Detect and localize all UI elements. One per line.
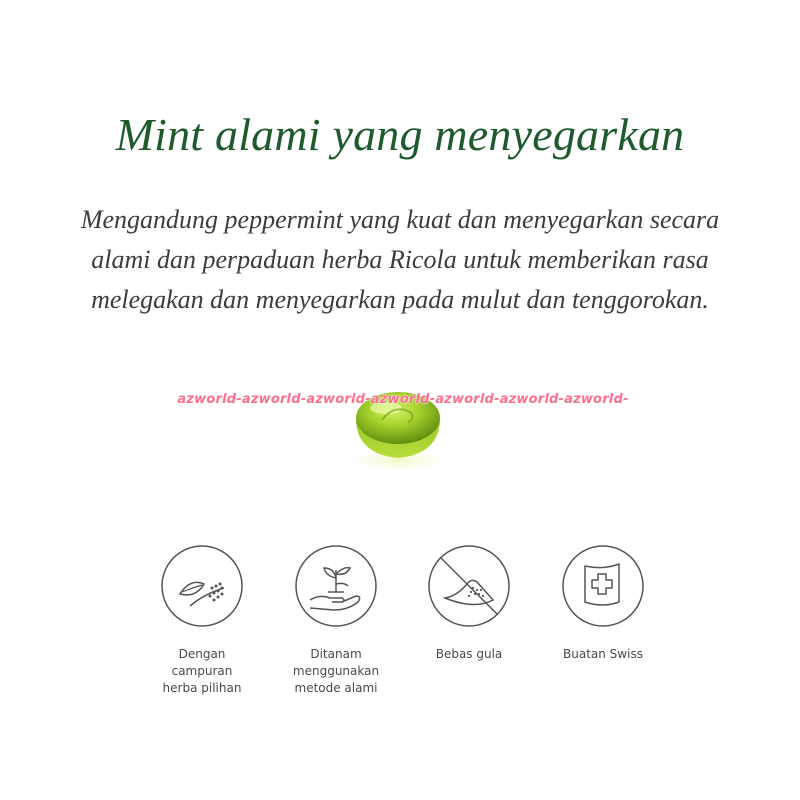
feature-sugar-free	[403, 544, 535, 663]
feature-herbs	[136, 544, 268, 697]
feature-label: Bebas gula	[435, 647, 503, 661]
feature-label: Buatan Swiss	[563, 647, 643, 661]
no-sugar-icon	[427, 544, 511, 628]
description	[40, 200, 760, 320]
page-title: Mint alami yang menyegarkan	[115, 109, 685, 160]
description-line: melegakan dan menyegarkan pada mulut dan tenggorokan.	[91, 285, 709, 314]
candy-image	[346, 374, 450, 474]
feature-swiss-made	[537, 544, 669, 663]
feature-label: Dengan campuran herba pilihan	[162, 647, 242, 695]
feature-label: Ditanam menggunakan metode alami	[292, 647, 380, 695]
description-line: Mengandung peppermint yang kuat dan menyegarkan secara	[80, 205, 720, 234]
watermark-text: azworld-azworld-azworld-azworld-azworld-azworld-azworld-	[177, 392, 629, 407]
herb-leaves-icon	[160, 544, 244, 628]
description-line: alami dan perpaduan herba Ricola untuk memberikan rasa	[91, 245, 709, 274]
feature-natural-growing	[270, 544, 402, 697]
swiss-flag-icon	[561, 544, 645, 628]
plant-in-hand-icon	[294, 544, 378, 628]
